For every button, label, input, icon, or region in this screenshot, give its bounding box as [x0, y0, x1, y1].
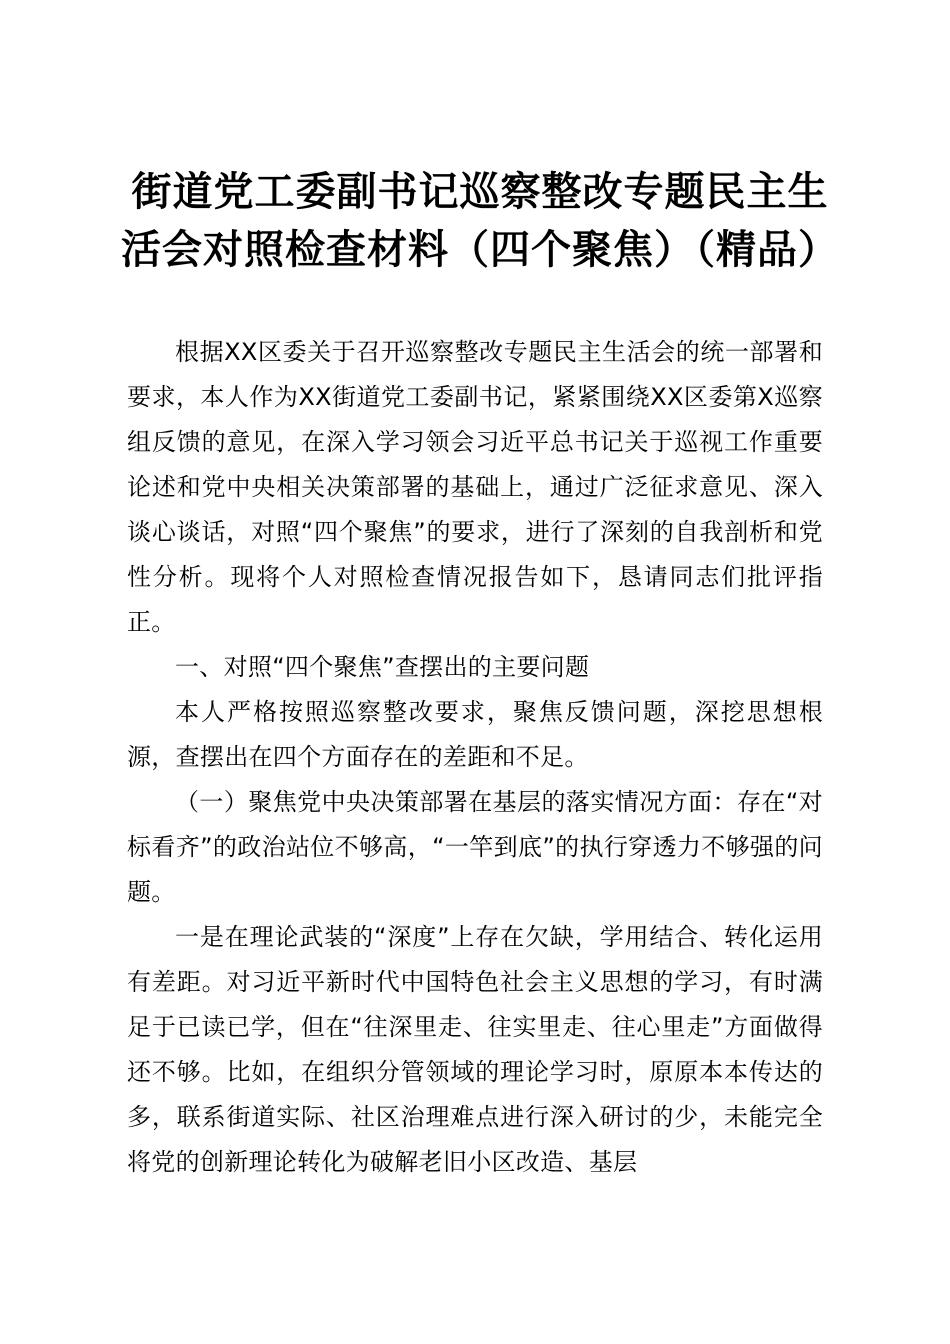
document-body: [127, 330, 823, 1185]
intro-paragraph: 根据XX区委关于召开巡察整改专题民主生活会的统一部署和要求，本人作为XX街道党工委副书记，紧紧围绕XX区委第X巡察组反馈的意见，在深入学习领会习近平总书记关于巡视工作重要论述和党中央相关决策部署的基础上，通过广泛征求意见、深入谈心谈话，对照“四个聚焦”的要求，进行了深刻的自我剖析和党性分析。现将个人对照检查情况报告如下，恳请同志们批评指正。: [127, 338, 823, 636]
section-heading: 一、对照“四个聚焦”查摆出的主要问题: [175, 653, 590, 681]
point-paragraph: 一是在理论武装的“深度”上存在欠缺，学用结合、转化运用有差距。对习近平新时代中国特色社会主义思想的学习，有时满足于已读已学，但在“往深里走、往实里走、往心里走”方面做得还不够。比如，在组织分管领域的理论学习时，原原本本传达的多，联系街道实际、社区治理难点进行深入研讨的少，未能完全将党的创新理论转化为破解老旧小区改造、基层: [127, 923, 823, 1176]
subsection-heading: （一）聚焦党中央决策部署在基层的落实情况方面：存在“对标看齐”的政治站位不够高，“一竿到底”的执行穿透力不够强的问题。: [127, 788, 823, 906]
document-title: 街道党工委副书记巡察整改专题民主生活会对照检查材料（四个聚焦）（精品）: [121, 169, 839, 273]
summary-paragraph: 本人严格按照巡察整改要求，聚焦反馈问题，深挖思想根源，查摆出在四个方面存在的差距和不足。: [127, 698, 823, 771]
